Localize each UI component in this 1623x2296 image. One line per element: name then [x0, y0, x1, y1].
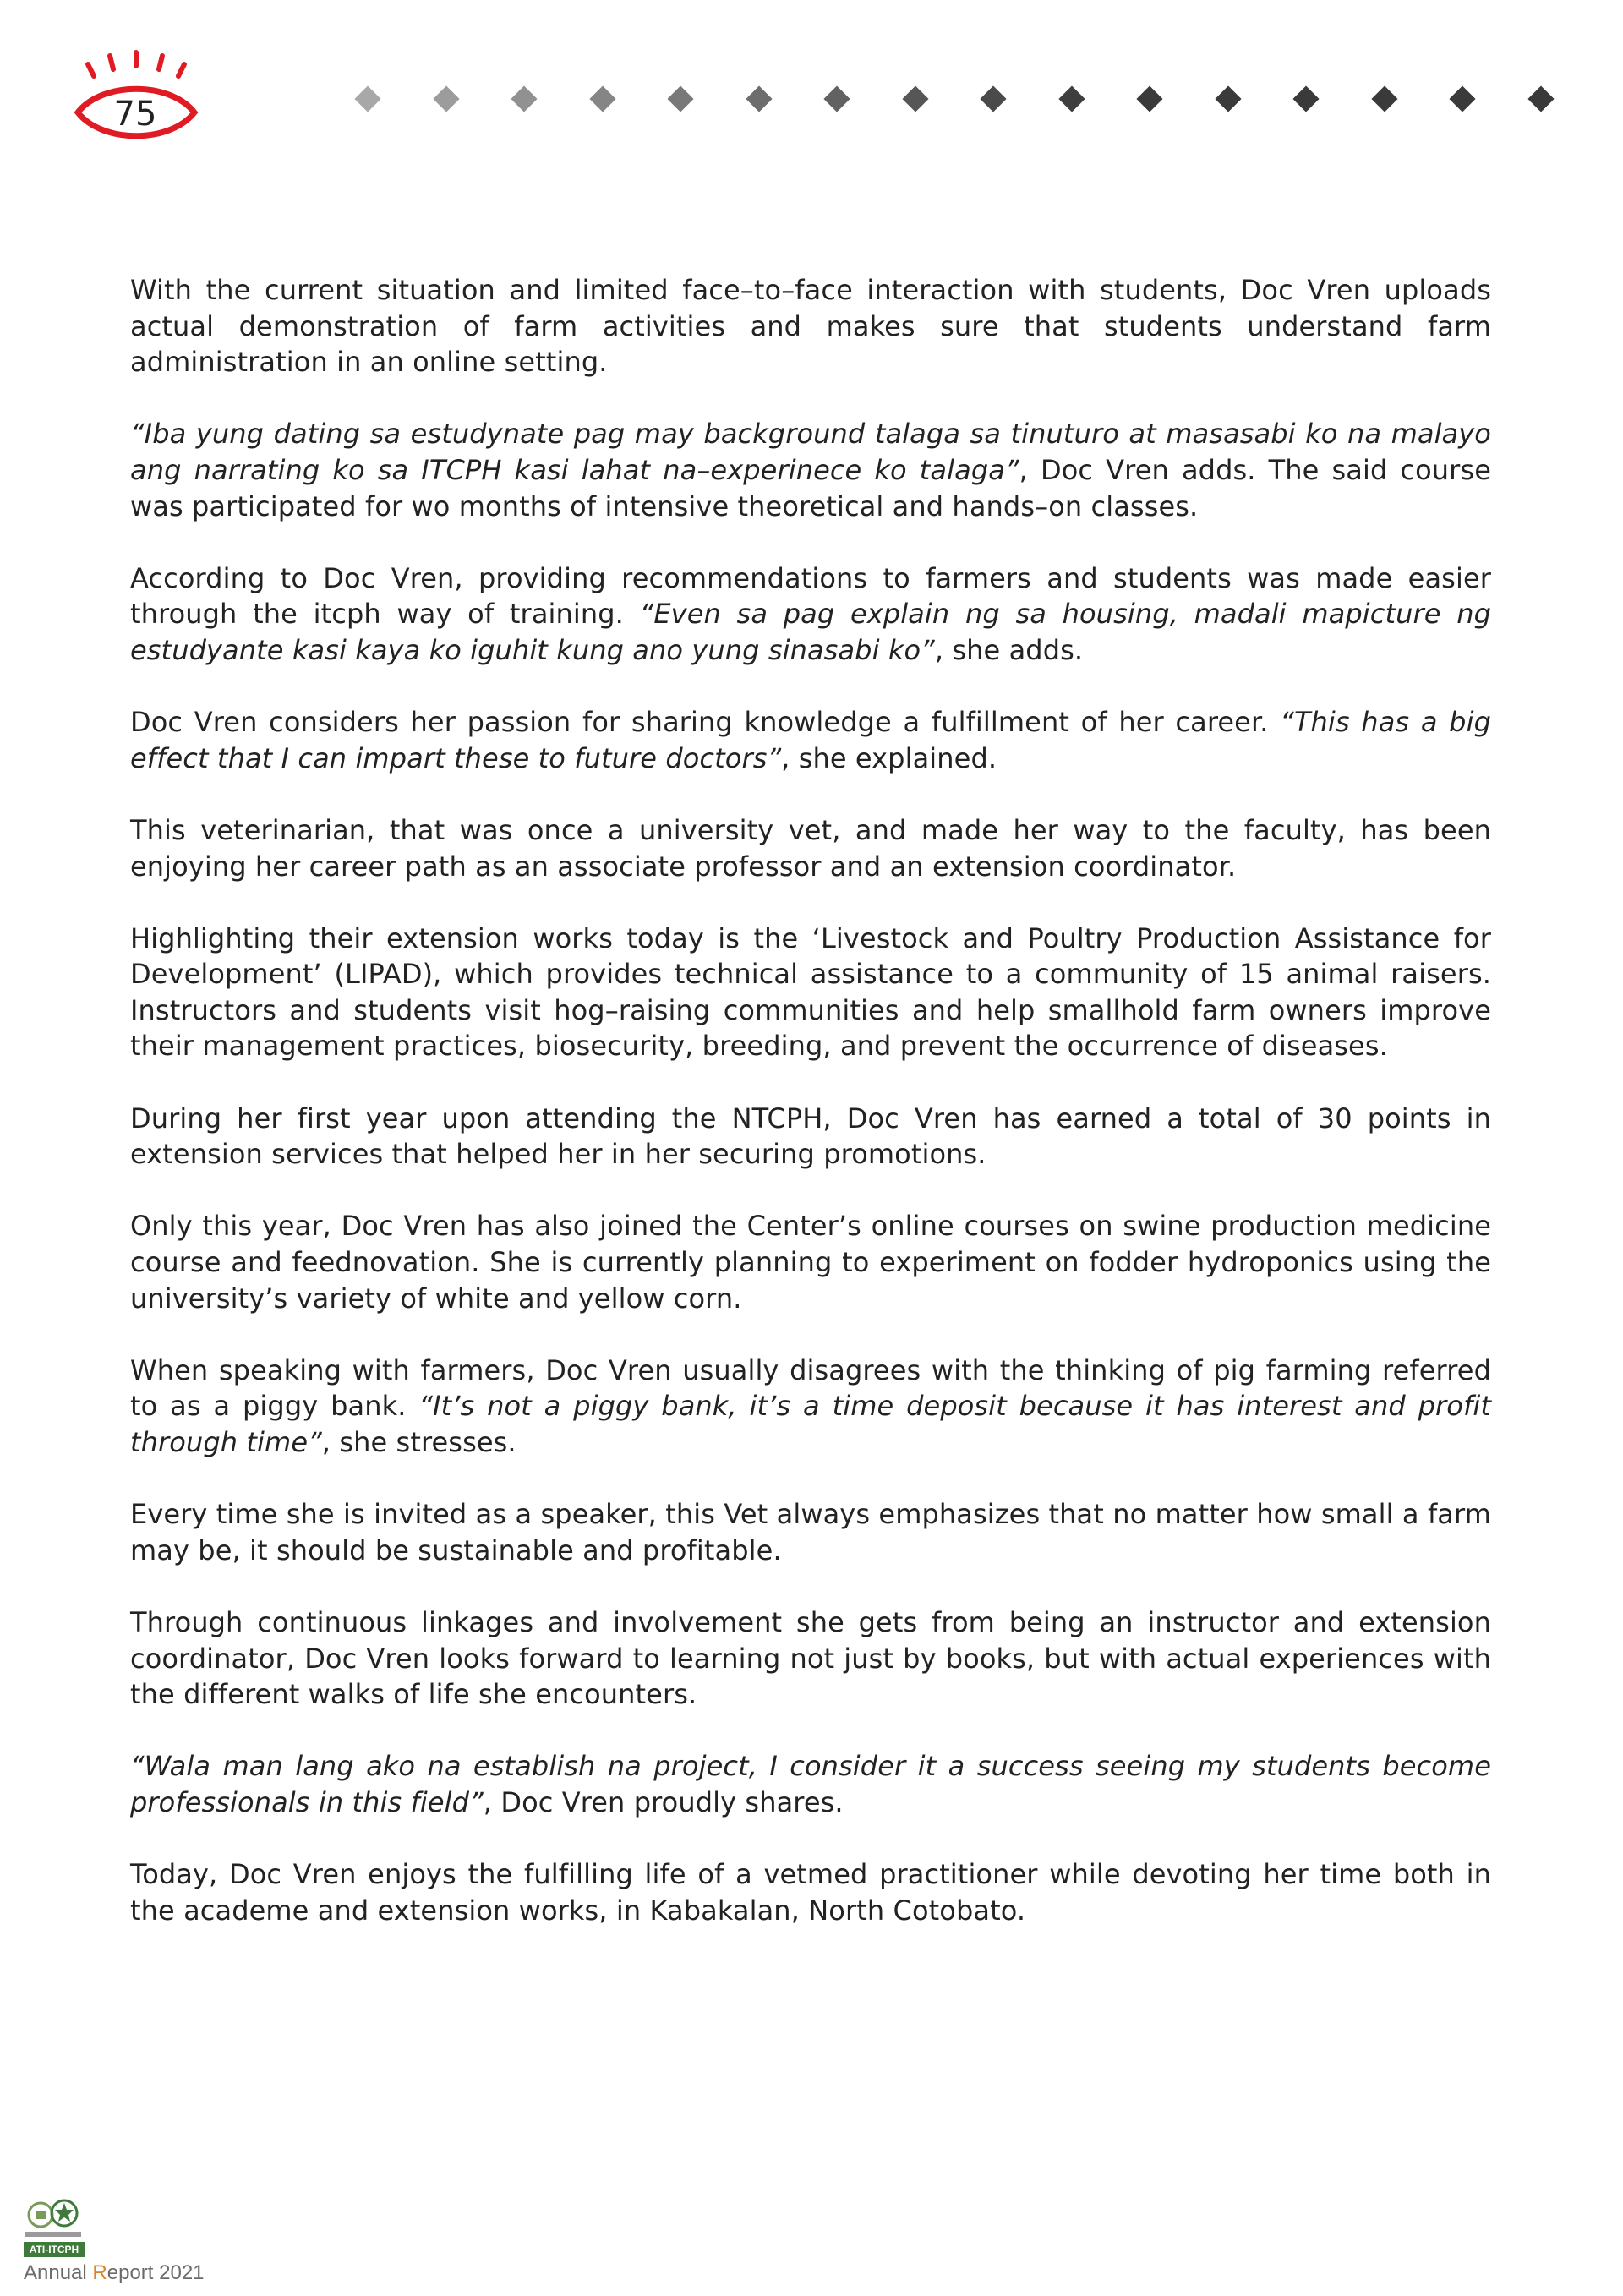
- quote-text: “Wala man lang ako na establish na project, I consider it a success seeing my students become professionals in this field”: [130, 1750, 1491, 1818]
- quote-text: “Even sa pag explain ng sa housing, madali mapicture ng estudyante kasi kaya ko iguhit kung ano yung sinasabi ko”: [130, 598, 1492, 666]
- paragraph-text: , she stresses.: [321, 1426, 516, 1458]
- paragraph-text: Doc Vren considers her passion for sharing knowledge a fulfillment of her career.: [130, 706, 1281, 739]
- article-paragraph: [130, 1604, 1491, 1713]
- paragraph-text: , she explained.: [781, 741, 997, 774]
- quote-text: “Iba yung dating sa estudynate pag may background talaga sa tinuturo at masasabi ko na malayo ang narrating ko sa ITCPH kasi lahat na–experinece ko talaga”: [130, 418, 1491, 486]
- diamond-decoration: [980, 85, 1006, 112]
- diamond-decoration: [1527, 85, 1554, 112]
- paragraph-text: With the current situation and limited face–to–face interaction with students, Doc Vren uploads actual demonstration of farm activities and makes sure that students understand farm administration in an online setting.: [130, 274, 1491, 379]
- ati-itcph-logo-icon: [22, 2195, 90, 2242]
- diamond-decoration: [823, 85, 850, 112]
- paragraph-text: Through continuous linkages and involvement she gets from being an instructor and extension coordinator, Doc Vren looks forward to learning not just by books, but with actual experiences with the different walks of life she encounters.: [130, 1605, 1491, 1711]
- paragraph-text: , Doc Vren adds. The said course was participated for wo months of intensive theoretical and hands–on classes.: [130, 453, 1491, 522]
- quote-text: “This has a big effect that I can impart these to future doctors”: [130, 706, 1491, 774]
- paragraph-text: Highlighting their extension works today is the ‘Livestock and Poultry Production Assistance for Development’ (LIPAD), which provides technical assistance to a community of 15 animal raisers. Instructors and students visit hog–raising communities and help smallhold farm owners improve their management practices, biosecurity, breeding, and prevent the occurrence of diseases.: [130, 921, 1491, 1063]
- article-paragraph: [130, 812, 1491, 884]
- paragraph-text: This veterinarian, that was once a university vet, and made her way to the faculty, has been enjoying her career path as an associate professor and an extension coordinator.: [130, 813, 1491, 883]
- paragraph-text: During her first year upon attending the NTCPH, Doc Vren has earned a total of 30 points in extension services that helped her in her securing promotions.: [130, 1102, 1491, 1171]
- diamond-decoration: [1449, 85, 1475, 112]
- report-label-suffix: eport 2021: [107, 2261, 205, 2284]
- article-paragraph: [130, 1496, 1491, 1568]
- article-paragraph: [130, 416, 1491, 524]
- diamond-decoration: [1136, 85, 1162, 112]
- eyelash: [178, 64, 184, 76]
- diamond-decoration: [1371, 85, 1397, 112]
- paragraph-text: Only this year, Doc Vren has also joined the Center’s online courses on swine production medicine course and feednovation. She is currently planning to experiment on fodder hydroponics using the university’s variety of white and yellow corn.: [130, 1210, 1491, 1315]
- diamond-decoration: [746, 85, 772, 112]
- article-paragraph: [130, 704, 1491, 776]
- diamond-decoration: [511, 85, 537, 112]
- paragraph-text: Today, Doc Vren enjoys the fulfilling life of a vetmed practitioner while devoting her time both in the academe and extension works, in Kabakalan, North Cotobato.: [130, 1858, 1491, 1927]
- diamond-decoration: [589, 85, 615, 112]
- diamond-decoration: [433, 85, 459, 112]
- paragraph-text: Every time she is invited as a speaker, this Vet always emphasizes that no matter how small a farm may be, it should be sustainable and profitable.: [130, 1498, 1491, 1566]
- article-paragraph: [130, 921, 1491, 1064]
- page-header: [0, 0, 1623, 161]
- diamond-decoration: [902, 85, 928, 112]
- eyelash: [159, 56, 162, 69]
- page-number: 75: [113, 95, 157, 134]
- diamond-decoration: [354, 85, 380, 112]
- report-label-prefix: Annual: [24, 2261, 93, 2284]
- diamond-decoration: [1215, 85, 1241, 112]
- paragraph-text: , she adds.: [934, 633, 1084, 666]
- eyelash: [88, 64, 94, 76]
- diamond-decoration: [1058, 85, 1085, 112]
- article-paragraph: [130, 1748, 1491, 1820]
- article-paragraph: [130, 1208, 1491, 1316]
- article-paragraph: [130, 272, 1491, 380]
- article-paragraph: [130, 1856, 1491, 1928]
- diamond-decoration: [667, 85, 693, 112]
- report-label-highlight: R: [92, 2261, 107, 2284]
- quote-text: “It’s not a piggy bank, it’s a time deposit because it has interest and profit through time”: [130, 1390, 1491, 1458]
- article-paragraph: [130, 560, 1491, 669]
- annual-report-label: [24, 2260, 205, 2286]
- eyelash: [110, 56, 113, 69]
- page-footer: [22, 2195, 242, 2288]
- diamond-row-decoration: [338, 81, 1623, 118]
- article-paragraph: [130, 1353, 1491, 1461]
- paragraph-text: When speaking with farmers, Doc Vren usually disagrees with the thinking of pig farming referred to as a piggy bank.: [130, 1353, 1491, 1423]
- paragraph-text: , Doc Vren proudly shares.: [483, 1785, 844, 1818]
- article-paragraph: [130, 1101, 1491, 1173]
- paragraph-text: According to Doc Vren, providing recommendations to farmers and students was made easier through the itcph way of training.: [130, 561, 1491, 631]
- article-body: [130, 272, 1491, 1965]
- logo-tag: ATI-ITCPH: [24, 2242, 85, 2257]
- diamond-decoration: [1292, 85, 1319, 112]
